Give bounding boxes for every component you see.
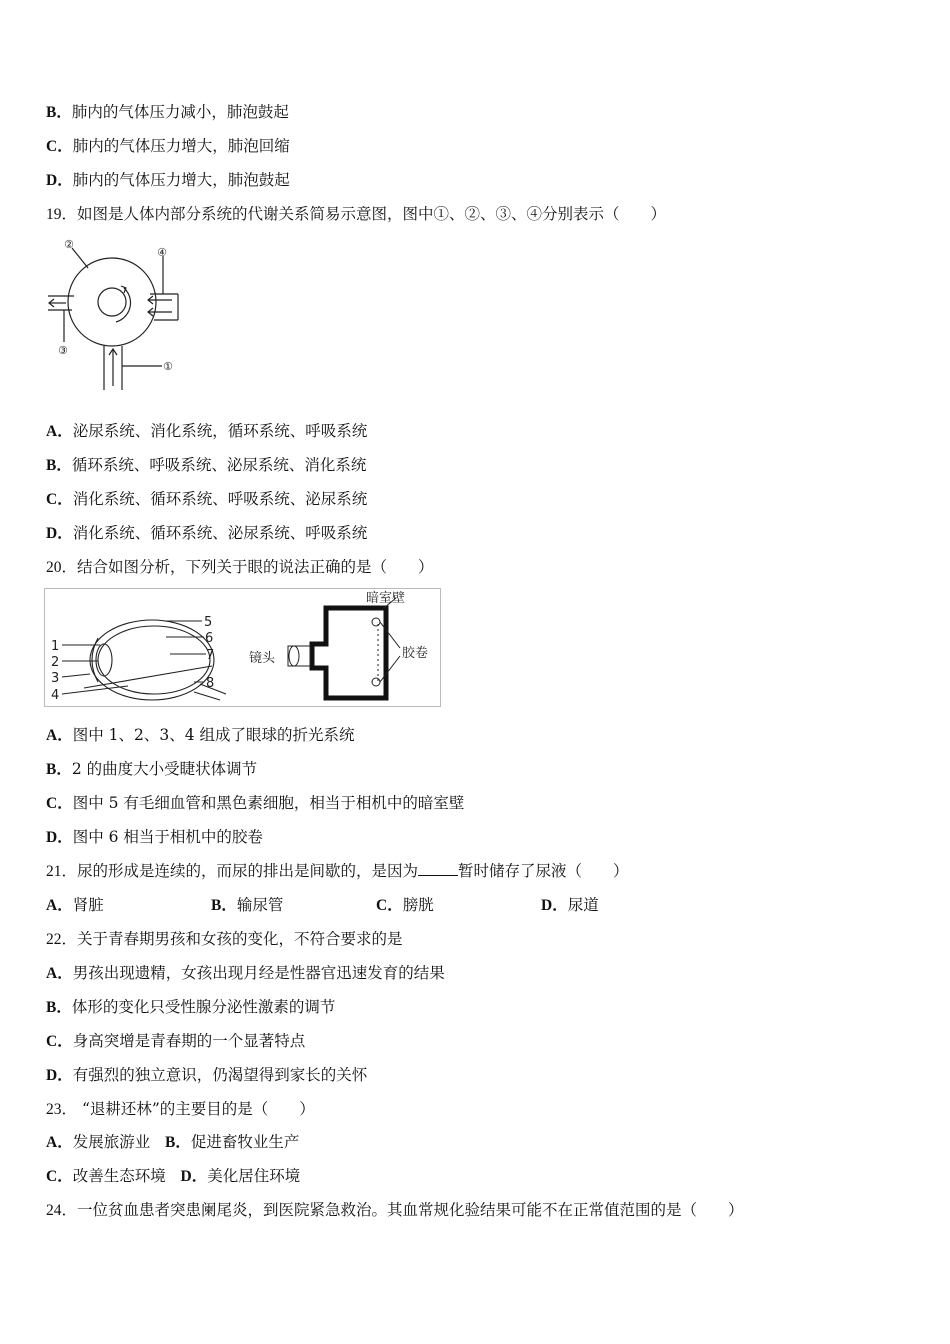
eye-label-3: 3 xyxy=(51,671,60,686)
q20-option-a xyxy=(46,724,355,747)
q19-option-c xyxy=(46,488,367,511)
camera-drawing xyxy=(288,598,400,698)
q23-option-b xyxy=(165,1133,299,1151)
camera-label-film: 胶卷 xyxy=(402,646,429,661)
q21-stem xyxy=(46,860,629,883)
q19-stem xyxy=(46,203,666,226)
q22-option-d xyxy=(46,1064,367,1087)
question-text: 如图是人体内部分系统的代谢关系简易示意图，图中①、②、③、④分别表示（ ） xyxy=(77,205,667,223)
label-3: ③ xyxy=(58,344,68,357)
eye-label-1: 1 xyxy=(51,639,60,654)
option-text: 循环系统、呼吸系统、泌尿系统、消化系统 xyxy=(71,456,367,474)
q21-option-d xyxy=(541,894,599,917)
option-text: 身高突增是青春期的一个显著特点 xyxy=(72,1032,306,1050)
q23-options-row-2 xyxy=(46,1165,300,1188)
q20-option-d xyxy=(46,826,263,849)
label-4: ④ xyxy=(157,246,167,259)
question-text-before: 尿的形成是连续的，而尿的排出是间歇的，是因为 xyxy=(77,862,419,880)
option-text: 改善生态环境 xyxy=(72,1167,166,1185)
eye-label-8: 8 xyxy=(206,676,215,691)
q18-option-b xyxy=(46,101,289,124)
option-letter: C． xyxy=(46,795,73,812)
option-text: 输尿管 xyxy=(236,896,284,914)
option-letter: A． xyxy=(46,423,73,440)
q19-metabolism-diagram xyxy=(44,236,184,392)
option-letter: A． xyxy=(46,965,73,982)
option-letter: B． xyxy=(211,897,237,914)
option-letter: D． xyxy=(46,829,73,846)
camera-label-lens: 镜头 xyxy=(249,651,276,666)
option-letter: C． xyxy=(376,897,403,914)
option-letter: C． xyxy=(46,491,73,508)
q23-option-c xyxy=(46,1167,166,1185)
question-text: 结合如图分析，下列关于眼的说法正确的是（ ） xyxy=(77,558,434,576)
option-text: 促进畜牧业生产 xyxy=(190,1133,300,1151)
option-text: 肺内的气体压力减小，肺泡鼓起 xyxy=(71,103,289,121)
q19-option-d xyxy=(46,522,367,545)
q24-stem xyxy=(46,1199,744,1222)
option-text: 有强烈的独立意识，仍渴望得到家长的关怀 xyxy=(72,1066,368,1084)
option-letter: B． xyxy=(46,761,72,778)
option-text: 肺内的气体压力增大，肺泡回缩 xyxy=(72,137,290,155)
eye-label-5: 5 xyxy=(204,615,213,630)
question-number: 22． xyxy=(46,931,78,948)
option-letter: B． xyxy=(46,104,72,121)
option-letter: D． xyxy=(180,1168,208,1185)
q22-option-a xyxy=(46,962,445,985)
option-letter: B． xyxy=(46,999,72,1016)
option-letter: D． xyxy=(46,172,73,189)
option-text: 膀胱 xyxy=(402,896,434,914)
option-text: 图中 5 有毛细血管和黑色素细胞，相当于相机中的暗室壁 xyxy=(72,794,465,812)
q19-option-b xyxy=(46,454,366,477)
q20-option-c xyxy=(46,792,464,815)
question-text: 一位贫血患者突患阑尾炎，到医院紧急救治。其血常规化验结果可能不在正常值范围的是（ ） xyxy=(77,1201,744,1219)
eye-label-4: 4 xyxy=(51,688,60,703)
option-text: 泌尿系统、消化系统，循环系统、呼吸系统 xyxy=(72,422,368,440)
option-text: 肺内的气体压力增大，肺泡鼓起 xyxy=(72,171,290,189)
q22-stem xyxy=(46,928,403,951)
option-text: 体形的变化只受性腺分泌性激素的调节 xyxy=(71,998,336,1016)
option-letter: C． xyxy=(46,1033,73,1050)
circulation-ring-inner xyxy=(98,288,126,316)
option-letter: A． xyxy=(46,1134,73,1151)
option-text: 2 的曲度大小受睫状体调节 xyxy=(71,760,258,778)
q21-option-a xyxy=(46,894,211,917)
q20-option-b xyxy=(46,758,257,781)
q20-eye-camera-diagram xyxy=(44,588,442,708)
option-letter: D． xyxy=(541,897,568,914)
option-letter: B． xyxy=(165,1134,191,1151)
option-text: 尿道 xyxy=(567,896,599,914)
q23-option-a xyxy=(46,1133,150,1151)
question-number: 20． xyxy=(46,559,78,576)
question-text: 关于青春期男孩和女孩的变化，不符合要求的是 xyxy=(77,930,403,948)
q23-options-row-1 xyxy=(46,1131,299,1154)
question-number: 21． xyxy=(46,863,78,880)
option-text: 男孩出现遗精，女孩出现月经是性器官迅速发育的结果 xyxy=(72,964,445,982)
option-text: 发展旅游业 xyxy=(72,1133,151,1151)
option-letter: D． xyxy=(46,525,73,542)
q18-option-d xyxy=(46,169,290,192)
eye-label-7: 7 xyxy=(206,648,215,663)
camera-label-wall: 暗室壁 xyxy=(366,591,406,606)
label-2: ② xyxy=(64,238,74,251)
option-text: 消化系统、循环系统、泌尿系统、呼吸系统 xyxy=(72,524,368,542)
option-text: 肾脏 xyxy=(72,896,104,914)
q20-stem xyxy=(46,556,434,579)
option-letter: D． xyxy=(46,1067,73,1084)
q21-options-row xyxy=(46,894,599,917)
option-letter: C． xyxy=(46,1168,73,1185)
option-letter: A． xyxy=(46,897,73,914)
q21-option-b xyxy=(211,894,376,917)
option-text: 图中 6 相当于相机中的胶卷 xyxy=(72,828,263,846)
option-letter: A． xyxy=(46,727,73,744)
q22-option-c xyxy=(46,1030,305,1053)
q23-stem xyxy=(46,1098,315,1121)
answer-blank xyxy=(418,861,458,876)
option-letter: C． xyxy=(46,138,73,155)
q23-option-d xyxy=(181,1167,301,1185)
option-text: 消化系统、循环系统、呼吸系统、泌尿系统 xyxy=(72,490,368,508)
question-number: 19． xyxy=(46,206,78,223)
q22-option-b xyxy=(46,996,335,1019)
option-text: 美化居住环境 xyxy=(207,1167,301,1185)
question-text-after: 暂时储存了尿液（ ） xyxy=(458,862,629,880)
eye-label-6: 6 xyxy=(205,631,214,646)
q19-option-a xyxy=(46,420,367,443)
option-letter: B． xyxy=(46,457,72,474)
question-text: “退耕还林”的主要目的是（ ） xyxy=(77,1100,315,1118)
q18-option-c xyxy=(46,135,290,158)
q21-option-c xyxy=(376,894,541,917)
circulation-ring-outer xyxy=(68,258,156,346)
question-number: 23． xyxy=(46,1101,78,1118)
label-1: ① xyxy=(163,360,173,373)
question-number: 24． xyxy=(46,1202,78,1219)
option-text: 图中 1、2、3、4 组成了眼球的折光系统 xyxy=(72,726,355,744)
eye-label-2: 2 xyxy=(51,655,60,670)
